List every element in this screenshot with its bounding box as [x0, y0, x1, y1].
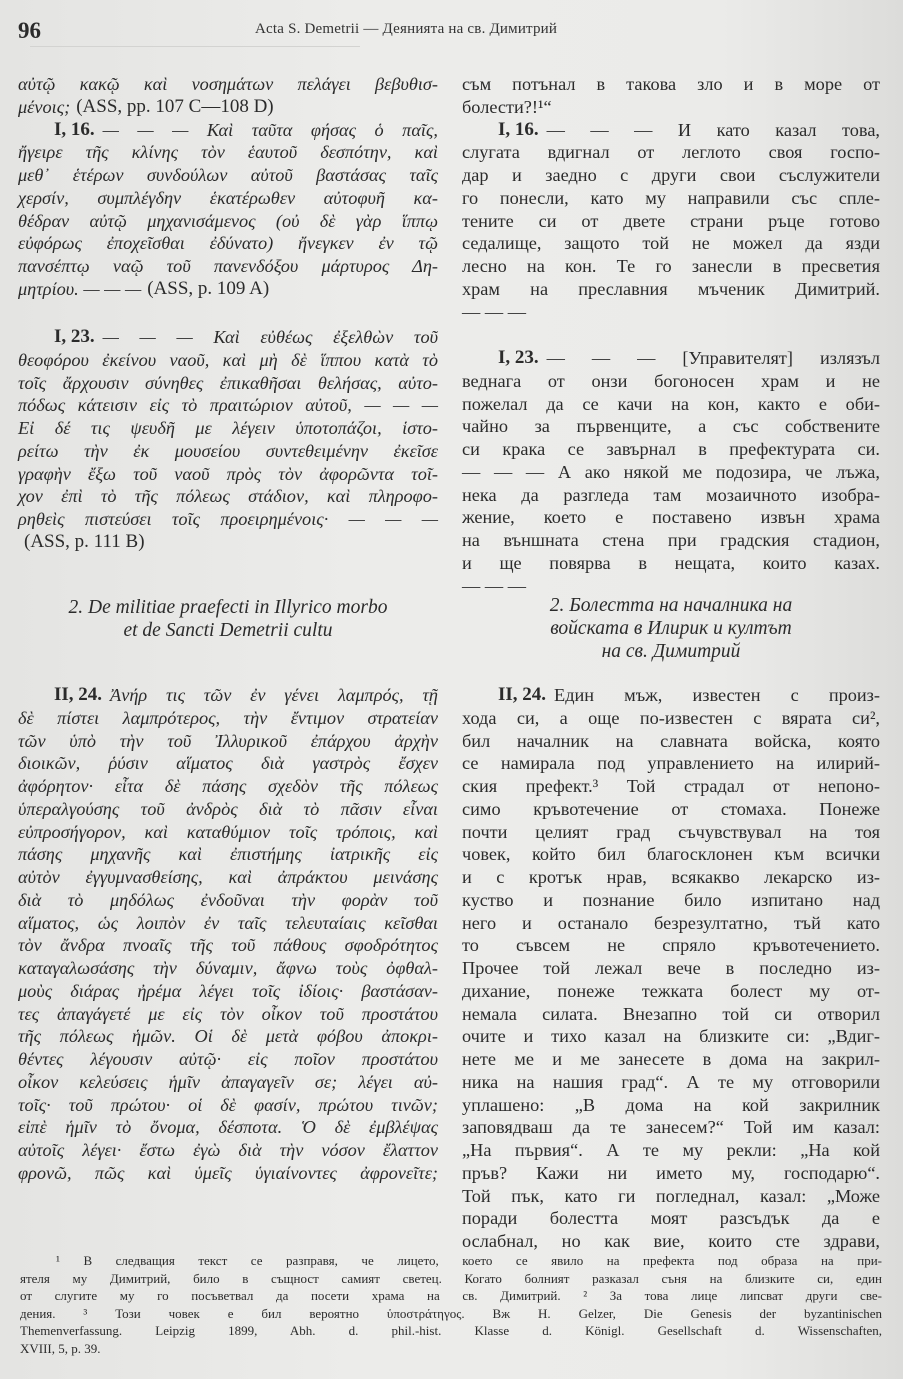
line-text: съм потънал в такова зло и в море от [462, 74, 880, 94]
paragraph-number: I, 23. [498, 347, 539, 368]
line-text: — — — [462, 301, 526, 322]
line-text: Εἰ δέ τις ψευδῆ με λέγειν ὑποτοπάζοι, ἱστο- [18, 418, 438, 438]
greek-text-block-i16 [18, 73, 438, 301]
line-text: — — — А ако някой ме подозира, че лъжа, [462, 461, 880, 482]
text-line [18, 1003, 438, 1026]
text-line [462, 370, 880, 393]
line-text: пожелал да се качи на кон, както е оби- [462, 393, 880, 414]
text-line [18, 164, 438, 187]
text-line [462, 1207, 880, 1230]
line-text: почти целият град съчувствувал на тоя [462, 821, 880, 842]
text-line [18, 1094, 438, 1117]
line-text: заповядваш да те занесем?“ Той им казал: [462, 1117, 880, 1138]
header-rule [30, 46, 360, 47]
text-line [18, 187, 438, 210]
line-text: и ще повярва в нещата, които казах. [462, 552, 880, 573]
line-text: θέντες λέγουσιν αὐτῷ· εἰς ποῖον προστάτου [18, 1049, 438, 1069]
greek-text-block-i23 [18, 326, 438, 554]
text-line [18, 463, 438, 486]
line-text: τὸν ἄνδρα πνοαῖς τῆς τοῦ πάθους σφοδρότητος [18, 935, 438, 956]
line-text: ρείτω τὴν ἐκ μουσείου συντεθειμένην ἐκεῖσε [18, 440, 438, 461]
line-text: и с кротък нрав, всякакво лекарско из- [462, 867, 880, 887]
text-line [18, 775, 438, 798]
text-line [18, 1048, 438, 1071]
text-line [18, 141, 438, 164]
section-heading-latin [18, 596, 438, 642]
heading-line: 2. Болестта на началника на [549, 595, 793, 616]
text-line [18, 980, 438, 1003]
line-text: Themenverfassung. Leipzig 1899, Abh. d. phil.-hist. Klasse d. Königl. Gesellschaft d. Wissenschaften, [20, 1323, 882, 1338]
text-line [462, 730, 880, 753]
line-text: μητρίου. — — — [18, 278, 142, 299]
line-text: ¹ В следващия текст се разправя, че лицето, което се явило на префекта под образа на при- [56, 1253, 882, 1268]
line-text: μεθ᾿ ἑτέρων συνδούλων αὐτοῦ βαστάσας ταῖς [18, 165, 438, 185]
bulgarian-text-block-ii24 [462, 684, 880, 1253]
text-line [462, 255, 880, 278]
line-text: Ἀνήρ τις τῶν ἐν γένει λαμπρός, τῇ [110, 685, 438, 705]
line-text: на външната стена при градския стадион, [462, 530, 880, 550]
text-line [462, 980, 880, 1003]
text-line [462, 1230, 880, 1253]
text-line [462, 843, 880, 866]
line-text: χερσίν, συμπλέγδην ἑκατέρωθεν αὐτοφυῆ κα- [18, 187, 438, 208]
text-line [462, 1071, 880, 1094]
text-line [18, 866, 438, 889]
line-text: дения. ³ Този човек е бил вероятно ὑποστράτηγος. Вж H. Gelzer, Die Genesis der byzantinischen [20, 1305, 882, 1321]
paragraph-number: I, 16. [498, 118, 539, 140]
line-text: немала силата. Внезапно той си отворил [462, 1003, 880, 1024]
line-text: Един мъж, известен с произ- [554, 685, 880, 705]
line-text: εὐφόρως ἐποχεῖσθαι ἐδύνατο) ἤνεγκεν ἐν τῷ [18, 233, 438, 254]
text-line [462, 1025, 880, 1048]
footnotes [20, 1252, 882, 1357]
text-line [462, 187, 880, 210]
text-line [462, 301, 880, 324]
running-title: Acta S. Demetrii — Деянията на св. Димитрий [255, 21, 558, 37]
line-text: διοικῶν, ῥύσιν αἵματος διὰ γαστρὸς ἔσχεν [18, 753, 438, 774]
text-line [462, 821, 880, 844]
text-line [18, 707, 438, 730]
text-line [462, 232, 880, 255]
text-line [462, 210, 880, 233]
text-line [462, 912, 880, 935]
text-line [18, 278, 438, 301]
text-line [18, 821, 438, 844]
line-text: куство и познание било изпитано над [462, 889, 880, 910]
text-line [18, 798, 438, 821]
text-line [462, 278, 880, 301]
line-text: — — — Καὶ ταῦτα φήσας ὁ παῖς, [102, 119, 438, 140]
text-line [18, 485, 438, 508]
line-text: ἤγειρε τῆς κλίνης τὸν ἑαυτοῦ δεσπότην, καὶ [18, 142, 438, 163]
line-text: ския префект.³ Той страдал от непоно- [462, 776, 880, 796]
section-heading-bulgarian [462, 594, 880, 663]
heading-line: 2. De militiae praefecti in Illyrico morbo [68, 597, 388, 618]
line-text: εὐπροσήγορον, καὶ καταθύμιον τοῖς τρόποις, καὶ [18, 821, 438, 842]
line-text: μοὺς διάρας ἠρέμα λέγει τοῖς ἰδίοις· βαστάσαν- [18, 980, 438, 1001]
line-text: ἀφόρητον· εἶτα δὲ πάσης σχεδὸν τῆς πόλεως [18, 776, 438, 796]
text-line [462, 889, 880, 912]
text-line [462, 775, 880, 798]
text-line [18, 752, 438, 775]
line-text: — — — [Управителят] излязъл [546, 348, 880, 368]
line-text: ятеля му Димитрий, било в същност самият светец. Когато болният разказал съня на близките си, един [20, 1270, 882, 1286]
text-line [18, 1025, 438, 1048]
line-text: поради болестта моят разсъдък да е [462, 1208, 880, 1229]
text-line [462, 1048, 880, 1071]
paragraph-number: II, 24. [498, 684, 547, 705]
text-line [18, 417, 438, 440]
source-reference: (ASS, p. 111 B) [24, 530, 145, 552]
text-line [462, 798, 880, 821]
text-line [462, 506, 880, 529]
line-text: τοῖς· τοῦ πρώτου· οἱ δὲ φασίν, πρώτου τινῶν; [18, 1094, 438, 1115]
line-text: τῶν ὑπὸ τὴν τοῦ Ἰλλυρικοῦ ἐπάρχου ἀρχὴν [18, 730, 438, 751]
line-text: χον ἐπὶ τὸ τῆς πόλεως στάδιον, καὶ πληροφο- [18, 486, 438, 507]
text-line [462, 393, 880, 416]
line-text: лесно на кон. Те го занесли в пресветия [462, 256, 880, 276]
line-text: очите и тихо казал на близките си: „Вдиг- [462, 1026, 880, 1047]
text-line [18, 508, 438, 531]
line-text: жение, което е поставено извън храма [462, 507, 880, 528]
line-text: αὐτοῖς λέγει· ἔστω ἐγὼ διὰ τὴν νόσον ἔλαττον [18, 1140, 438, 1160]
line-text: ослабнал, но как вие, които сте здрави, [462, 1231, 880, 1251]
line-text: Той пък, като ги погледнал, казал: „Може [462, 1185, 880, 1206]
line-text: XVIII, 5, p. 39. [20, 1340, 101, 1356]
line-text: ника на нашия град“. А те му отговорили [462, 1071, 880, 1092]
text-line [18, 1116, 438, 1139]
text-line [20, 1252, 882, 1270]
line-text: καταγαλωσάσης τὴν δύναμιν, ἄφνω τοὺς ὀφθαλ- [18, 958, 438, 978]
greek-text-block-ii24 [18, 684, 438, 1185]
text-line [462, 96, 880, 119]
line-text: слугата вдигнал от леглото своя госпо- [462, 142, 880, 163]
bulgarian-text-block-i16 [462, 73, 880, 323]
heading-line: войската в Илирик и култът [550, 618, 792, 639]
source-reference: (ASS, p. 109 A) [147, 277, 270, 299]
paragraph-number: II, 24. [54, 684, 103, 705]
line-text: θεοφόρου ἐκείνου ναοῦ, καὶ μὴ δὲ ἵππου κατὰ τὸ [18, 349, 438, 370]
text-line [18, 73, 438, 96]
text-line [462, 552, 880, 575]
line-text: τες ἀπαγάγετέ με εἰς τὸν οἶκον τοῦ προστάτου [18, 1003, 438, 1024]
text-line [462, 752, 880, 775]
text-line [18, 843, 438, 866]
text-line [18, 326, 438, 349]
line-text: τῆς πόλεως ἡμῶν. Οἱ δὲ μετὰ φόβου ἀποκρι- [18, 1026, 438, 1047]
line-text: се намирала под управлението на илирий- [462, 753, 880, 774]
line-text: храм на преславния мъченик Димитрий. [462, 278, 880, 299]
text-line [20, 1322, 882, 1340]
text-line [18, 1162, 438, 1185]
paragraph-number: I, 16. [54, 118, 95, 140]
line-text: уплашено: „В дома на кой закрилник [462, 1094, 880, 1115]
text-line [18, 531, 438, 554]
line-text: от слугите му го посъветвал да посети храма на св. Димитрий. ² За това лице липсват други све- [20, 1288, 882, 1303]
line-text: γραφὴν ἔξω τοῦ ναοῦ πρὸς τὸν ἀφορῶντα τοῖ- [18, 463, 438, 484]
text-line [462, 957, 880, 980]
text-line [20, 1340, 882, 1358]
text-line [462, 1139, 880, 1162]
text-line [20, 1287, 882, 1305]
text-line [18, 912, 438, 935]
text-line [18, 349, 438, 372]
text-line [18, 889, 438, 912]
line-text: αὐτῷ κακῷ καὶ νοσημάτων πελάγει βεβυθισ- [18, 74, 438, 94]
heading-line: на св. Димитрий [601, 641, 741, 662]
line-text: δὲ πίστει λαμπρότερος, τὴν ἔντιμον στρατείαν [18, 707, 438, 728]
line-text: него и останало безрезултатно, тъй като [462, 912, 880, 933]
page-number: 96 [18, 18, 41, 43]
line-text: τοῖς ἄρχουσιν σύνηθες ἐπικαθῆσαι θελήσας, αὐτο- [18, 372, 438, 393]
text-line [462, 347, 880, 370]
text-line [462, 707, 880, 730]
line-text: διὰ τὸ μηδόλως ἐνδοῦναι τὴν φορὰν τοῦ [18, 889, 438, 910]
text-line [462, 529, 880, 552]
text-line [18, 684, 438, 707]
line-text: хода си, а още по-известен с вярата си², [462, 707, 880, 728]
text-line [462, 1185, 880, 1208]
line-text: си крака се завърнал в префектурата си. [462, 439, 880, 459]
text-line [18, 119, 438, 142]
line-text: болести?!¹“ [462, 96, 552, 117]
line-text: нека да разгледа там мозаичното изобра- [462, 484, 880, 505]
source-reference: (ASS, pp. 107 C—108 D) [76, 95, 274, 117]
line-text: „На първия“. А те му рекли: „На кой [462, 1140, 880, 1160]
line-text: го понесли, като му направили със спле- [462, 187, 880, 208]
line-text: веднага от онзи богоносен храм и не [462, 370, 880, 391]
text-line [18, 957, 438, 980]
text-line [462, 1094, 880, 1117]
line-text: чайно за първенците, а със собствените [462, 416, 880, 437]
bulgarian-text-block-i23 [462, 347, 880, 597]
text-line [462, 1116, 880, 1139]
text-line [18, 96, 438, 119]
text-line [462, 438, 880, 461]
line-text: εἰπὲ ἡμῖν τὸ ὄνομα, δέσποτα. Ὁ δὲ ἐμβλέψας [18, 1117, 438, 1138]
line-text: ὑπεραλγούσης τοῦ ἀνδρὸς διὰ τὸ πᾶσιν εἶναι [18, 798, 438, 819]
line-text: тените си от двете страни ръце готово [462, 210, 880, 231]
line-text: — — — И като казал това, [546, 119, 880, 140]
text-line [18, 210, 438, 233]
text-line [462, 934, 880, 957]
text-line [18, 255, 438, 278]
text-line [462, 119, 880, 142]
line-text: седалище, защото той не можел да язди [462, 233, 880, 254]
line-text: пръв? Кажи ни името му, господарю“. [462, 1162, 880, 1183]
line-text: човек, който бил благосклонен към всички [462, 844, 880, 865]
text-line [18, 730, 438, 753]
line-text: бил началник на славната войска, която [462, 730, 880, 751]
text-line [462, 866, 880, 889]
line-text: ρηθεὶς πιστεύσει τοῖς προειρημένοις· — — — [18, 509, 438, 529]
text-line [462, 684, 880, 707]
line-text: πόδως κάτεισιν εἰς τὸ πραιτώριον αὐτοῦ, — — — [18, 395, 438, 416]
line-text: μένοις; [18, 96, 71, 117]
line-text: Прочее той лежал вече в последно из- [462, 958, 880, 978]
line-text: нете ме и ме занесете в дома на закрил- [462, 1049, 880, 1069]
text-line [18, 232, 438, 255]
heading-line: et de Sancti Demetrii cultu [123, 620, 333, 641]
line-text: — — — Καὶ εὐθέως ἐξελθὼν τοῦ [102, 327, 438, 347]
text-line [462, 461, 880, 484]
line-text: οἶκον κελεύσεις ἡμῖν ἀπαγαγεῖν σε; λέγει αὐ- [18, 1071, 438, 1092]
text-line [462, 141, 880, 164]
text-line [18, 1071, 438, 1094]
line-text: αἵματος, ὡς λοιπὸν ἐν ταῖς τελευταίαις κεῖσθαι [18, 912, 438, 933]
line-text: θέδραν αὐτῷ μηχανισάμενος (οὐ δὲ γὰρ ἵππῳ [18, 210, 438, 231]
text-line [462, 164, 880, 187]
line-text: πάσης μηχανῆς καὶ ἐπιστήμης ἰατρικῆς εἰς [18, 844, 438, 865]
text-line [462, 1003, 880, 1026]
line-text: αὐτὸν ἐγγυμνασθείσης, καὶ ἀπράκτου μεινάσης [18, 867, 438, 887]
line-text: симо кръвотечение от стомаха. Понеже [462, 798, 880, 819]
text-line [18, 372, 438, 395]
text-line [18, 1139, 438, 1162]
text-line [462, 1162, 880, 1185]
paragraph-number: I, 23. [54, 326, 95, 347]
line-text: πανσέπτῳ ναῷ τοῦ πανενδόξου μάρτυρος Δη- [18, 256, 438, 276]
text-line [18, 440, 438, 463]
line-text: дихание, понеже тежката болест му от- [462, 980, 880, 1001]
text-line [462, 415, 880, 438]
text-line [462, 73, 880, 96]
line-text: дар и заедно с други свои съслужители [462, 165, 880, 185]
text-line [20, 1305, 882, 1323]
text-line [462, 484, 880, 507]
text-line [18, 934, 438, 957]
line-text: — — — [462, 575, 526, 596]
text-line [18, 394, 438, 417]
text-line [20, 1270, 882, 1288]
line-text: φρονῶ, πῶς καὶ ὑμεῖς ὑγιαίνοντες ἀφρονεῖτε; [18, 1162, 438, 1183]
line-text: то съвсем не спряло кръвотечението. [462, 935, 880, 956]
